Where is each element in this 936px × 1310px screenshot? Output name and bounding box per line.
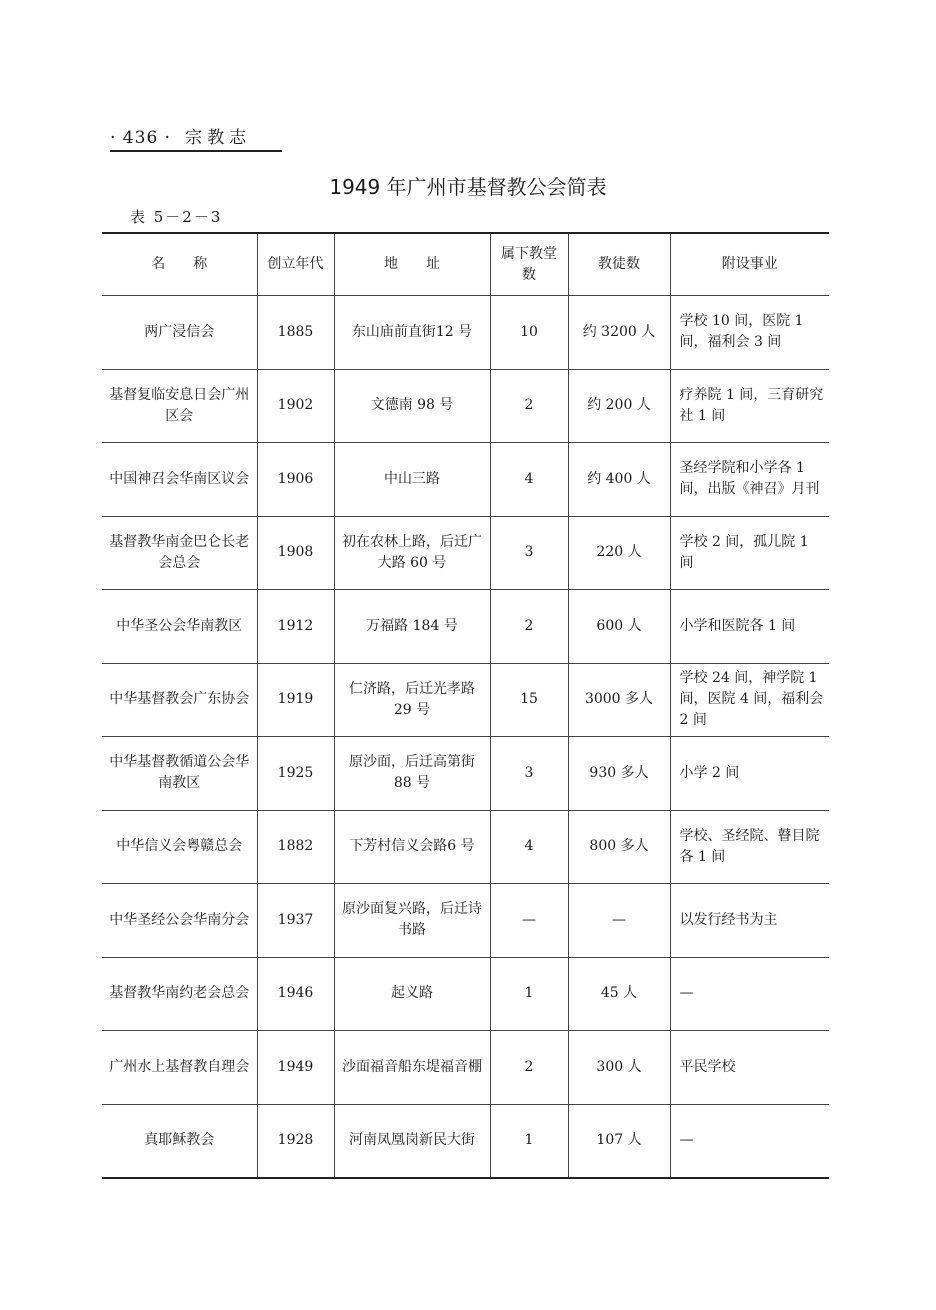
cell-affiliates: 圣经学院和小学各 1 间，出版《神召》月刊 <box>670 443 829 517</box>
cell-name: 广州水上基督教自理会 <box>102 1031 257 1105</box>
cell-year: 1912 <box>257 590 334 664</box>
cell-churches: 4 <box>490 443 568 517</box>
cell-address: 文德南 98 号 <box>334 369 490 443</box>
cell-churches: 2 <box>490 1031 568 1105</box>
cell-churches: — <box>490 884 568 958</box>
cell-name: 中华圣经公会华南分会 <box>102 884 257 958</box>
table-header-row <box>102 233 829 296</box>
col-header-name: 名 称 <box>102 233 257 296</box>
cell-members: 3000 多人 <box>568 663 670 737</box>
cell-members: 220 人 <box>568 516 670 590</box>
cell-name: 两广浸信会 <box>102 296 257 370</box>
cell-year: 1949 <box>257 1031 334 1105</box>
cell-address: 河南凤凰岗新民大街 <box>334 1104 490 1178</box>
cell-churches: 3 <box>490 737 568 811</box>
cell-churches: 15 <box>490 663 568 737</box>
table-row <box>102 516 829 590</box>
cell-address: 沙面福音船东堤福音棚 <box>334 1031 490 1105</box>
table-row <box>102 296 829 370</box>
cell-affiliates: 小学 2 间 <box>670 737 829 811</box>
page-number: · 436 · <box>110 128 172 148</box>
table-row <box>102 810 829 884</box>
col-header-year: 创立年代 <box>257 233 334 296</box>
cell-affiliates: 学校、圣经院、瞽目院各 1 间 <box>670 810 829 884</box>
table-row <box>102 1104 829 1178</box>
cell-name: 基督复临安息日会广州区会 <box>102 369 257 443</box>
cell-churches: 1 <box>490 1104 568 1178</box>
cell-churches: 2 <box>490 590 568 664</box>
cell-name: 中华信义会粤赣总会 <box>102 810 257 884</box>
cell-members: 930 多人 <box>568 737 670 811</box>
cell-name: 真耶稣教会 <box>144 1132 215 1149</box>
cell-name: 基督教华南约老会总会 <box>102 957 257 1031</box>
cell-affiliates: — <box>670 957 829 1031</box>
cell-members: 600 人 <box>568 590 670 664</box>
cell-affiliates: 小学和医院各 1 间 <box>670 590 829 664</box>
table-row <box>102 443 829 517</box>
cell-churches: 4 <box>490 810 568 884</box>
cell-year: 1937 <box>257 884 334 958</box>
cell-year: 1906 <box>257 443 334 517</box>
cell-affiliates: 学校 2 间，孤儿院 1 间 <box>670 516 829 590</box>
cell-address: 中山三路 <box>334 443 490 517</box>
cell-year: 1908 <box>257 516 334 590</box>
cell-address: 东山庙前直街12 号 <box>334 296 490 370</box>
cell-name: 基督教华南金巴仑长老会总会 <box>102 516 257 590</box>
cell-address: 初在农林上路，后迁广大路 60 号 <box>334 516 490 590</box>
cell-affiliates: 平民学校 <box>670 1031 829 1105</box>
cell-year: 1885 <box>257 296 334 370</box>
cell-members: 107 人 <box>568 1104 670 1178</box>
cell-affiliates: 以发行经书为主 <box>670 884 829 958</box>
table-row <box>102 369 829 443</box>
section-title: 宗教志 <box>185 128 252 148</box>
table-row <box>102 957 829 1031</box>
col-header-address: 地 址 <box>334 233 490 296</box>
cell-affiliates: — <box>670 1104 829 1178</box>
col-header-members: 教徒数 <box>568 233 670 296</box>
cell-address: 原沙面，后迁高第街 88 号 <box>334 737 490 811</box>
page-header <box>110 126 282 152</box>
cell-year: 1919 <box>257 663 334 737</box>
cell-members: 45 人 <box>568 957 670 1031</box>
cell-members: — <box>568 884 670 958</box>
cell-members: 800 多人 <box>568 810 670 884</box>
table-label: 表 5－2－3 <box>130 208 223 226</box>
cell-churches: 3 <box>490 516 568 590</box>
cell-address: 仁济路，后迁光孝路 29 号 <box>334 663 490 737</box>
cell-name: 中华基督教会广东协会 <box>102 663 257 737</box>
cell-churches: 2 <box>490 369 568 443</box>
table-row <box>102 663 829 737</box>
cell-address: 下芳村信义会路6 号 <box>334 810 490 884</box>
cell-affiliates: 疗养院 1 间，三育研究社 1 间 <box>670 369 829 443</box>
table-row <box>102 884 829 958</box>
col-header-affiliates: 附设事业 <box>670 233 829 296</box>
cell-year: 1928 <box>257 1104 334 1178</box>
col-header-churches: 属下教堂数 <box>490 233 568 296</box>
church-table <box>102 232 829 1179</box>
cell-members: 约 200 人 <box>568 369 670 443</box>
cell-year: 1882 <box>257 810 334 884</box>
cell-name: 中华圣公会华南教区 <box>102 590 257 664</box>
cell-churches: 10 <box>490 296 568 370</box>
table-title: 1949 年广州市基督教公会简表 <box>329 175 607 199</box>
cell-members: 约 3200 人 <box>568 296 670 370</box>
cell-name: 中华基督教循道公会华南教区 <box>102 737 257 811</box>
table-row <box>102 1031 829 1105</box>
cell-name: 中国神召会华南区议会 <box>102 443 257 517</box>
cell-members: 约 400 人 <box>568 443 670 517</box>
cell-year: 1925 <box>257 737 334 811</box>
cell-affiliates: 学校 24 间，神学院 1 间，医院 4 间，福利会 2 间 <box>670 663 829 737</box>
cell-year: 1946 <box>257 957 334 1031</box>
table-row <box>102 737 829 811</box>
table-row <box>102 590 829 664</box>
cell-churches: 1 <box>490 957 568 1031</box>
cell-address: 万福路 184 号 <box>334 590 490 664</box>
cell-affiliates: 学校 10 间，医院 1 间，福利会 3 间 <box>670 296 829 370</box>
cell-members: 300 人 <box>568 1031 670 1105</box>
cell-address: 原沙面复兴路，后迁诗书路 <box>334 884 490 958</box>
cell-year: 1902 <box>257 369 334 443</box>
cell-address: 起义路 <box>334 957 490 1031</box>
